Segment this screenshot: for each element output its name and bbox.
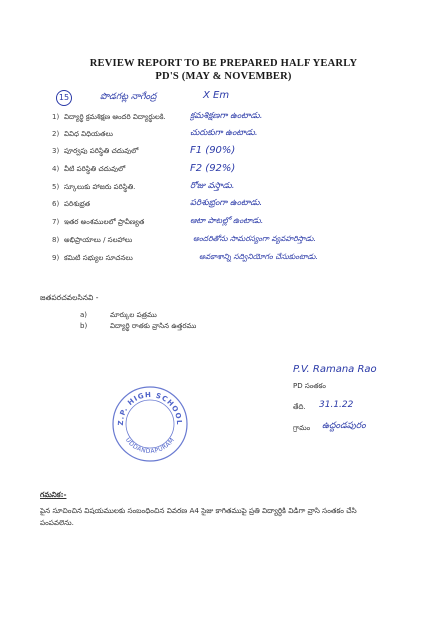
item-answer: చురుకుగా ఉంటాడు. (190, 128, 258, 138)
item-answer: అవకాశాన్ని సద్వినియోగం చేసుకుంటాడు. (199, 252, 318, 261)
student-class: X Em (203, 90, 230, 101)
item-answer: క్రమశిక్షణగా ఉంటాడు. (190, 111, 263, 121)
item-label: వివిధ విధియతలు (64, 130, 113, 138)
place-value: ఉద్దండపురం (322, 421, 366, 431)
item-label: కమిటి సభ్యుల సూచనలు (64, 254, 133, 262)
item-answer: అందరితోను సామరస్యంగా వ్యవహరిస్తాడు. (193, 234, 316, 243)
note-text-line1: పైన సూచించిన విషయములకు సంబంధించిన వివరణ A4 సైజు కాగితముపై ప్రతి విద్యార్థికి విడిగా వ్రాసి సంతకం చేసి (40, 506, 357, 515)
item-answer: రోజు వస్తాడు. (190, 181, 235, 191)
pd-signature: P.V. Ramana Rao (293, 364, 377, 375)
date-label: తేది. (293, 403, 306, 411)
item-number: 6) (52, 200, 60, 208)
item-answer: F2 (92%) (190, 163, 236, 174)
item-answer: F1 (90%) (190, 145, 236, 156)
item-number: 4) (52, 165, 60, 173)
item-label: వీటి పరిస్థితి చదువులో (64, 165, 126, 173)
attachment-b-label: విద్యార్థి రాతకు వ్రాసిన ఉత్తరము (110, 322, 197, 330)
school-stamp (111, 385, 189, 463)
report-title-line1: REVIEW REPORT TO BE PREPARED HALF YEARLY (89, 58, 358, 69)
item-label: ఇతర అంశములలో ప్రావీణ్యత (64, 218, 145, 226)
note-heading: గమనిక:- (40, 490, 67, 499)
note-text-line2: పంపవలెను. (40, 518, 74, 527)
item-label: అభిప్రాయాలు / సలహాలు (64, 236, 133, 244)
item-label: స్కూలుకు హాజరు పరిస్థితి. (64, 183, 136, 191)
date-value: 31.1.22 (319, 400, 354, 410)
item-number: 9) (52, 254, 60, 262)
attachment-a-label: మార్కుల పత్రము (110, 311, 157, 319)
pd-signature-label: PD సంతకం (293, 382, 326, 390)
report-title-line2: PD'S (MAY & NOVEMBER) (155, 71, 292, 82)
item-number: 1) (52, 113, 60, 121)
attachment-b-number: b) (80, 322, 88, 330)
stamp-bottom-text: UDDANDAPURAM (123, 436, 177, 456)
item-answer: ఆటా పాటల్లో ఉంటాడు. (190, 216, 264, 225)
item-number: 2) (52, 130, 60, 138)
item-label: పరిశుభ్రత (64, 200, 91, 208)
item-number: 3) (52, 147, 60, 155)
student-name: పొడగట్ల నాగేంద్ర (100, 92, 157, 102)
item-number: 5) (52, 183, 60, 191)
item-label: పూర్వపు పరిస్థితి చదువులో (64, 147, 139, 155)
item-number: 8) (52, 236, 60, 244)
stamp-top-text: Z.P. HIGH SCHOOL (116, 390, 184, 426)
item-label: విద్యార్థి క్రమశిక్షణ ఆందరి విద్యార్థులకి. (64, 113, 166, 121)
item-number: 7) (52, 218, 60, 226)
student-serial-number: 15 (56, 90, 72, 106)
attachments-heading: జతపరచవలసినవి - (40, 293, 99, 302)
place-label: గ్రామం (293, 424, 311, 432)
attachment-a-number: a) (80, 311, 88, 319)
item-answer: పరిశుభ్రంగా ఉంటాడు. (190, 198, 263, 208)
